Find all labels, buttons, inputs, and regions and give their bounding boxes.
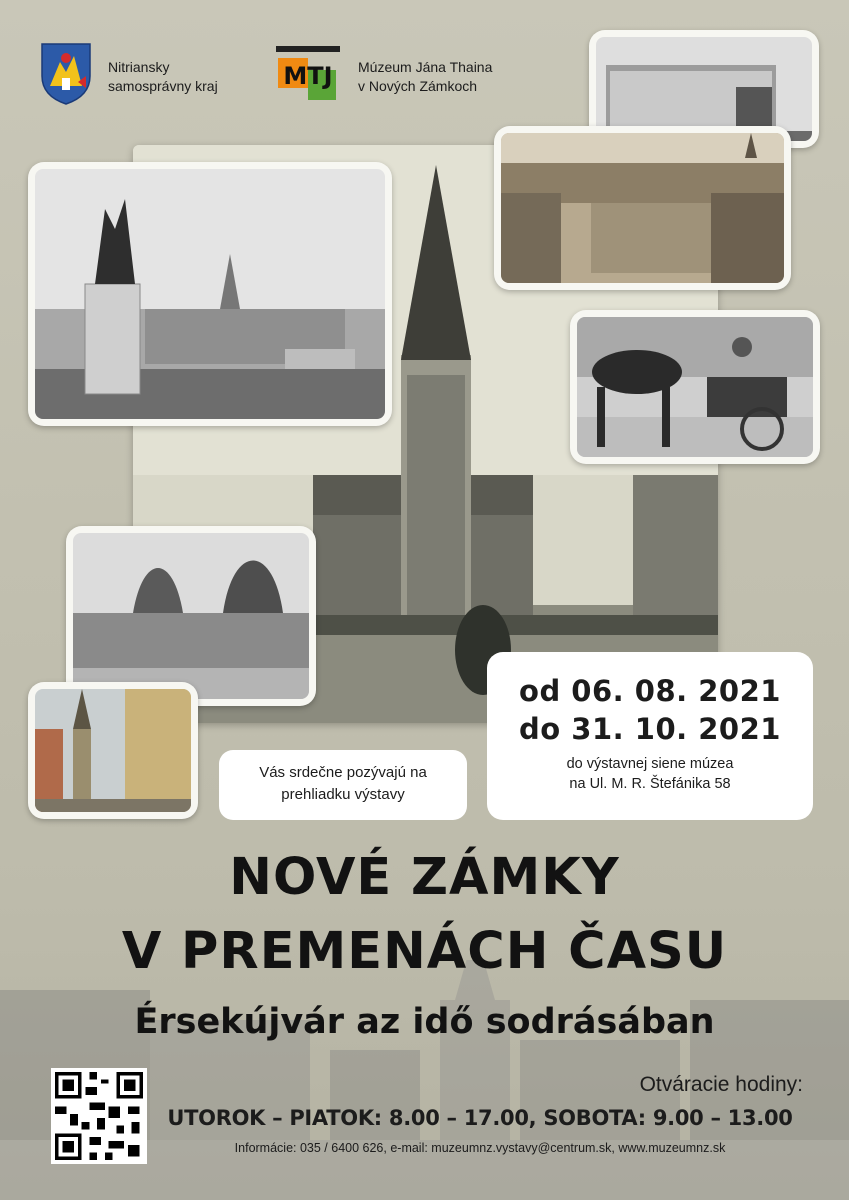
museum-name xyxy=(358,58,492,96)
photo-card-colored-postcard xyxy=(28,682,198,819)
museum-logo-text: MTJ xyxy=(283,62,333,90)
qr-code[interactable] xyxy=(51,1068,147,1164)
invitation-line2: prehliadku výstavy xyxy=(281,786,405,803)
coat-of-arms-icon xyxy=(40,42,92,106)
region-name-line1: Nitriansky xyxy=(108,59,170,75)
main-title-line1: NOVÉ ZÁMKY xyxy=(229,848,620,907)
dates-box xyxy=(487,652,813,820)
museum-name-line1: Múzeum Jána Thaina xyxy=(358,59,493,75)
date-to: do 31. 10. 2021 xyxy=(519,712,781,746)
opening-hours-label: Otváracie hodiny: xyxy=(639,1073,803,1096)
contact-info: Informácie: 035 / 6400 626, e-mail: muzeumnz.vystavy@centrum.sk, www.muzeumnz.sk xyxy=(234,1141,726,1155)
date-from: od 06. 08. 2021 xyxy=(519,674,781,708)
hungarian-subtitle: Érsekújvár az idő sodrásában xyxy=(134,1002,715,1042)
region-name xyxy=(108,58,218,96)
photo-card-statue-square xyxy=(28,162,392,426)
region-name-line2: samosprávny kraj xyxy=(108,78,218,94)
museum-logo-icon xyxy=(276,46,340,108)
venue-line1: do výstavnej siene múzea xyxy=(566,756,734,772)
main-title-line2: V PREMENÁCH ČASU xyxy=(121,922,728,981)
photo-card-street-houses xyxy=(66,526,316,706)
venue-line2: na Ul. M. R. Štefánika 58 xyxy=(569,776,731,792)
opening-hours: UTOROK – PIATOK: 8.00 – 17.00, SOBOTA: 9.00 – 13.00 xyxy=(167,1106,793,1130)
invitation-box xyxy=(219,750,467,820)
photo-card-aerial-square xyxy=(494,126,791,290)
photo-card-horse-carriage xyxy=(570,310,820,464)
museum-name-line2: v Nových Zámkoch xyxy=(358,78,478,94)
invitation-line1: Vás srdečne pozývajú na xyxy=(259,764,427,781)
